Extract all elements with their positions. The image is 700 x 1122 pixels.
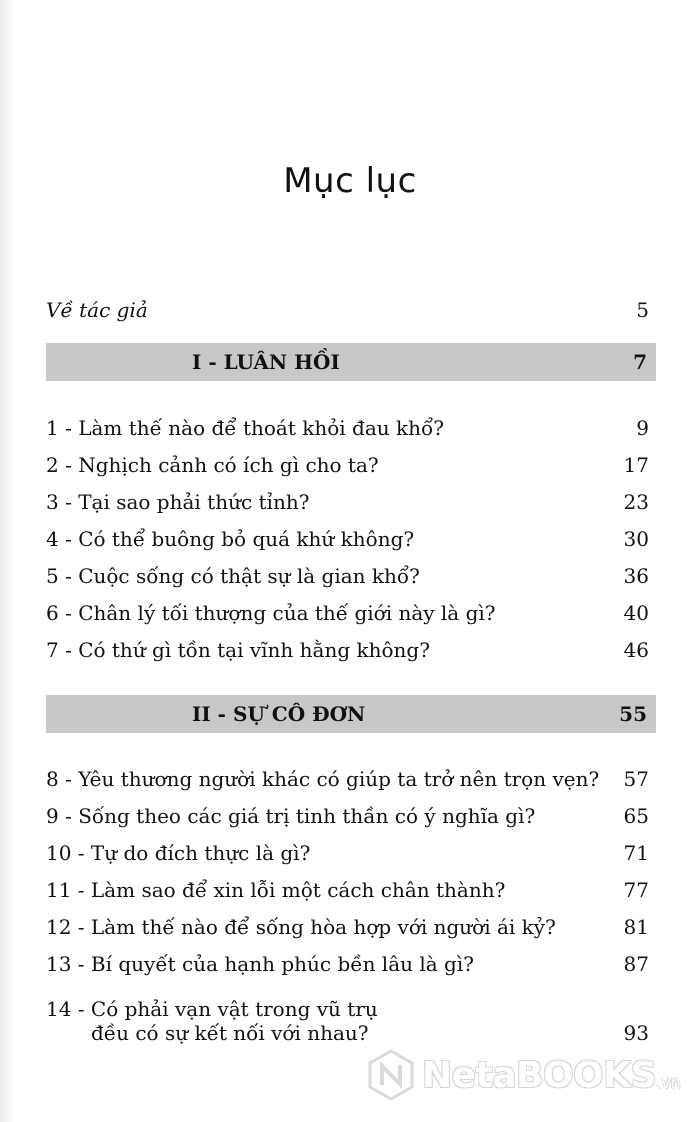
section-page: 7: [633, 350, 647, 374]
toc-entry-page: 9: [636, 416, 649, 440]
toc-entry-page: 30: [623, 527, 649, 551]
toc-entry-label: Về tác giả: [46, 298, 148, 322]
toc-entry[interactable]: [46, 804, 649, 828]
toc-entry[interactable]: [46, 915, 649, 939]
toc-entry-page: 87: [623, 952, 649, 976]
toc-entry-page: 71: [623, 841, 649, 865]
section-title: II - SỰ CÔ ĐƠN: [192, 702, 366, 726]
toc-entry-page: 77: [623, 878, 649, 902]
toc-entry[interactable]: [46, 564, 649, 588]
toc-entry-label-line-1: 14 - Có phải vạn vật trong vũ trụ: [46, 997, 378, 1021]
toc-entry[interactable]: [46, 841, 649, 865]
toc-entry-label-line-2: đều có sự kết nối với nhau?: [91, 1021, 369, 1045]
toc-entry-label: [46, 997, 378, 1045]
toc-entry-label: 12 - Làm thế nào để sống hòa hợp với người ái kỷ?: [46, 915, 556, 939]
toc-entry-page: 17: [623, 453, 649, 477]
toc-entry-label: 4 - Có thể buông bỏ quá khứ không?: [46, 527, 415, 551]
toc-entry-page: 46: [623, 638, 649, 662]
toc-section-2[interactable]: [46, 695, 656, 733]
toc-entry-page: 36: [623, 564, 649, 588]
toc-entry[interactable]: [46, 638, 649, 662]
toc-entry[interactable]: [46, 527, 649, 551]
toc-entry[interactable]: [46, 490, 649, 514]
toc-entry-label: 8 - Yêu thương người khác có giúp ta trở nên trọn vẹn?: [46, 767, 600, 791]
toc-entry[interactable]: [46, 878, 649, 902]
toc-entry[interactable]: [46, 952, 649, 976]
toc-entry-page: 23: [623, 490, 649, 514]
netabooks-watermark: [366, 1048, 681, 1102]
toc-entry-page: 40: [623, 601, 649, 625]
n-logo-icon: [366, 1048, 416, 1102]
page-title: Mục lục: [283, 160, 417, 201]
toc-entry-label: 11 - Làm sao để xin lỗi một cách chân thành?: [46, 878, 506, 902]
toc-entry-label: 13 - Bí quyết của hạnh phúc bền lâu là gì?: [46, 952, 474, 976]
toc-entry-page: 57: [623, 767, 649, 791]
watermark-suffix: .vn: [656, 1073, 681, 1092]
toc-entry-page: 93: [623, 1021, 649, 1045]
toc-about-author[interactable]: [46, 298, 649, 322]
toc-entry[interactable]: [46, 453, 649, 477]
toc-entry[interactable]: [46, 767, 649, 791]
toc-entry-label: 9 - Sống theo các giá trị tinh thần có ý nghĩa gì?: [46, 804, 536, 828]
toc-entry-label: 1 - Làm thế nào để thoát khỏi đau khổ?: [46, 416, 444, 440]
toc-entry-label: 10 - Tự do đích thực là gì?: [46, 841, 311, 865]
section-page: 55: [619, 702, 647, 726]
toc-entry-label: 3 - Tại sao phải thức tỉnh?: [46, 490, 310, 514]
toc-section-1[interactable]: [46, 343, 656, 381]
toc-entry-label: 2 - Nghịch cảnh có ích gì cho ta?: [46, 453, 379, 477]
toc-entry-page: 65: [623, 804, 649, 828]
watermark-brand: NetaBOOKS: [422, 1054, 657, 1096]
toc-entry-label: 5 - Cuộc sống có thật sự là gian khổ?: [46, 564, 420, 588]
toc-entry[interactable]: [46, 601, 649, 625]
toc-entry[interactable]: [46, 989, 649, 1045]
toc-entry-label: 7 - Có thứ gì tồn tại vĩnh hằng không?: [46, 638, 430, 662]
toc-entry-page: 5: [636, 298, 649, 322]
section-title: I - LUÂN HỒI: [192, 350, 340, 374]
toc-entry-label: 6 - Chân lý tối thượng của thế giới này là gì?: [46, 601, 496, 625]
toc-entry-page: 81: [623, 915, 649, 939]
toc-entry[interactable]: [46, 416, 649, 440]
